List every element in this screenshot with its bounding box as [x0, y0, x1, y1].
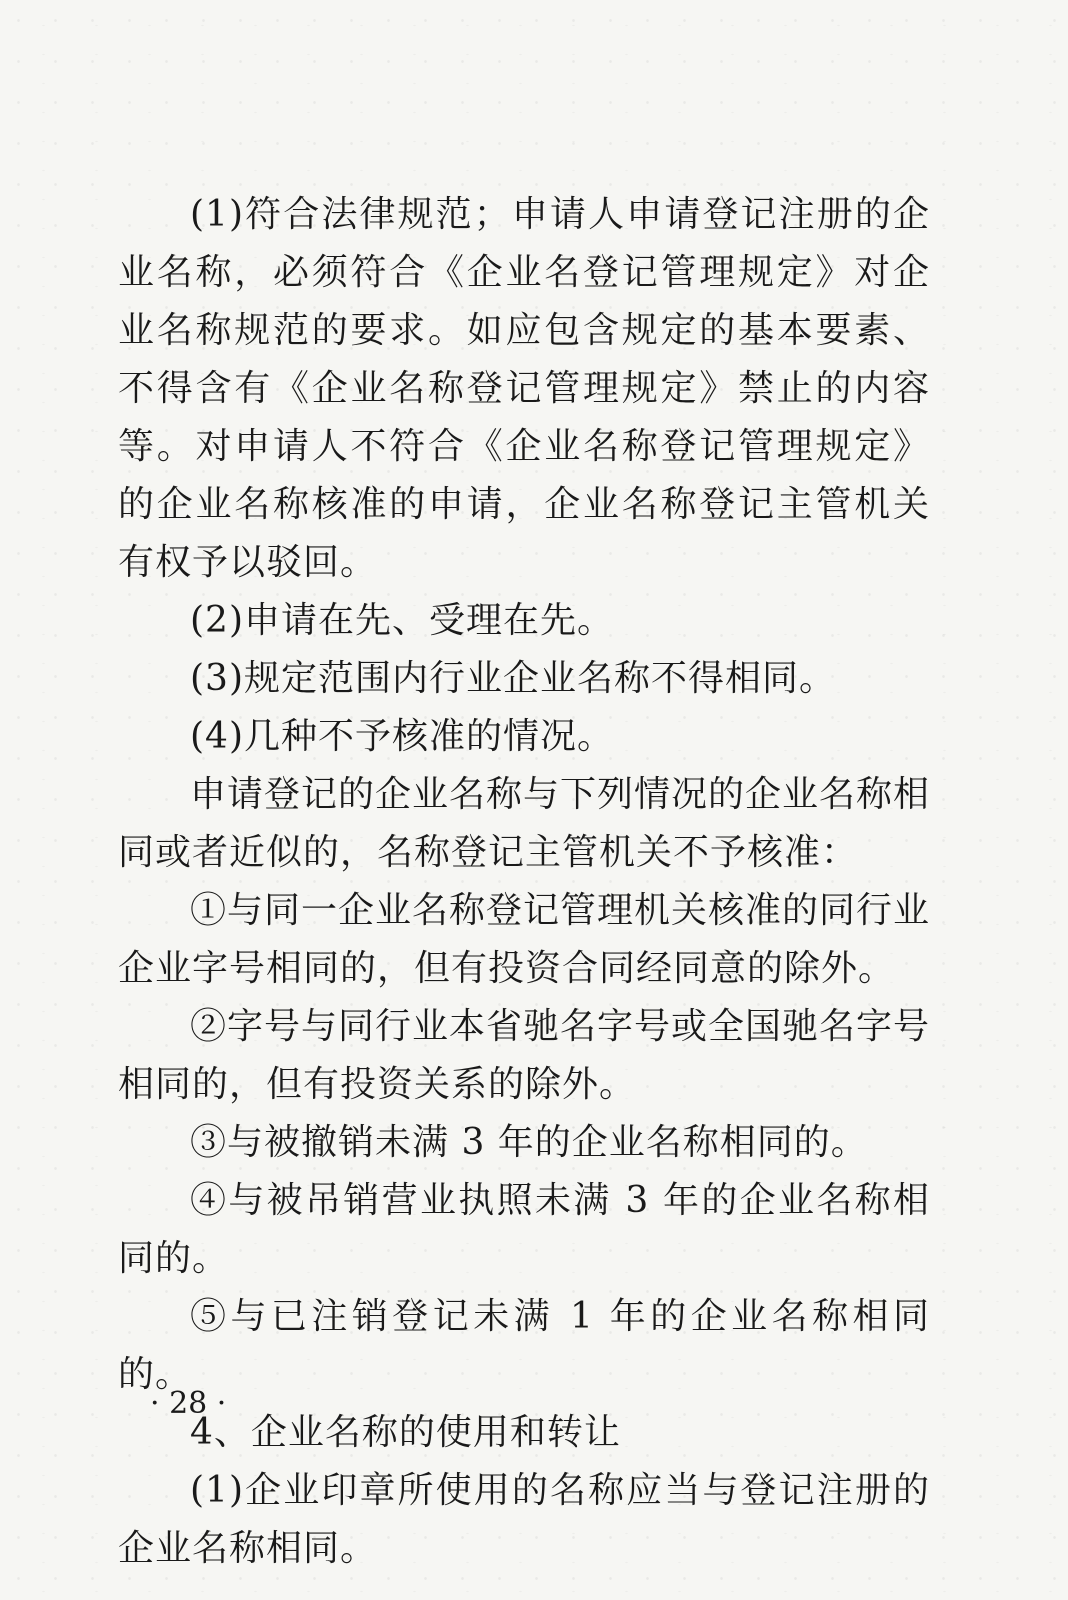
paragraph-5: 申请登记的企业名称与下列情况的企业名称相同或者近似的，名称登记主管机关不予核准：: [118, 774, 931, 873]
paragraph-12: (1)企业印章所使用的名称应当与登记注册的企业名称相同。: [118, 1470, 930, 1569]
paragraph-9: ④与被吊销营业执照未满 3 年的企业名称相同的。: [118, 1180, 930, 1279]
paragraph-1: (1)符合法律规范；申请人申请登记注册的企业名称，必须符合《企业名登记管理规定》对企业名称规范的要求。如应包含规定的基本要素、不得含有《企业名称登记管理规定》禁止的内容等。对申请人不符合《企业名称登记管理规定》的企业名称核准的申请，企业名称登记主管机关有权予以驳回。: [118, 194, 930, 583]
body-text: [118, 186, 930, 1578]
paragraph-8: ③与被撤销未满 3 年的企业名称相同的。: [190, 1122, 868, 1163]
paragraph-3: (3)规定范围内行业企业名称不得相同。: [190, 658, 836, 699]
paragraph-7: ②字号与同行业本省驰名字号或全国驰名字号相同的，但有投资关系的除外。: [118, 1006, 931, 1105]
paragraph-10: ⑤与已注销登记未满 1 年的企业名称相同的。: [118, 1296, 930, 1395]
paragraph-2: (2)申请在先、受理在先。: [190, 600, 614, 641]
page-number: · 28 ·: [150, 1386, 227, 1421]
section-heading: 4、企业名称的使用和转让: [190, 1412, 621, 1453]
paragraph-6: ①与同一企业名称登记管理机关核准的同行业企业字号相同的，但有投资合同经同意的除外。: [118, 890, 931, 989]
paragraph-4: (4)几种不予核准的情况。: [190, 716, 614, 757]
